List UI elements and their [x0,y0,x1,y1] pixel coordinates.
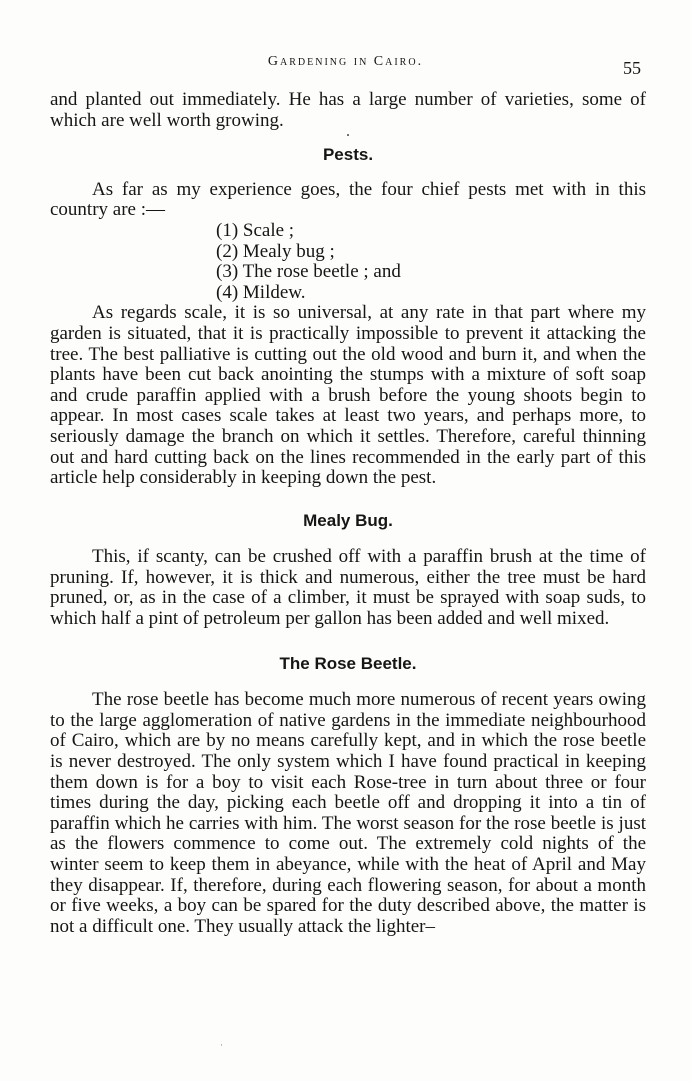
separator-mark: • [346,131,350,141]
list-number: (2) [216,240,239,262]
pests-body: As regards scale, it is so universal, at any rate in that part where my garden is situated, that it is practically impossible to prevent it attacking the tree. The best palliative is cutting out the old wood and burn it, and when the plants have been cut back anointing the stumps with a mixture of soft soap and crude paraffin applied with a brush before the young shoots begin to appear. In most cases scale takes at least two years, and perhaps more, to seriously damage the branch on which it settles. Therefore, careful thinning out and hard cutting back on the lines recommended in the early part of this article help considerably in keeping down the pest. [50,302,646,489]
list-item [216,221,646,242]
list-number: (3) [216,261,239,283]
list-number: (1) [216,219,239,241]
pests-intro: As far as my experience goes, the four chief pests met with in this country are :— [50,178,646,221]
list-text: Mildew. [242,281,306,303]
list-item [216,262,646,283]
list-text: The rose beetle ; and [242,261,401,283]
mealy-bug-body: This, if scanty, can be crushed off with a paraffin brush at the time of pruning. If, however, it is thick and numerous, either the tree must be hard pruned, or, as in the case of a climber, it must be sprayed with soap suds, to which half a pint of petroleum per gallon has been added and well mixed. [50,546,646,630]
heading-mealy-bug: Mealy Bug. [303,510,393,530]
page-number: 55 [623,58,641,78]
list-item [216,283,646,304]
opening-paragraph: and planted out immediately. He has a large number of varieties, some of which are well worth growing. [50,89,646,131]
stray-mark: · [220,1040,223,1050]
running-title: Gardening in Cairo. [267,54,424,69]
heading-pests: Pests. [322,145,374,165]
pest-list [216,221,646,303]
list-text: Mealy bug ; [242,240,335,262]
rose-beetle-body: The rose beetle has become much more numerous of recent years owing to the large agglomeration of native gardens in the immediate neighbourhood of Cairo, which are by no means carefully kept, and in which the rose beetle is never destroyed. The only system which I have found practical in keeping them down is for a boy to visit each Rose-tree in turn about three or four times during the day, picking each beetle off and dropping it into a tin of paraffin which he carries with him. The worst season for the rose beetle is just as the flowers commence to come out. The extremely cold nights of the winter seem to keep them in abeyance, while with the heat of April and May they disappear. If, therefore, during each flowering season, for about a month or five weeks, a boy can be spared for the duty described above, the matter is not a difficult one. They usually attack the lighter– [50,689,646,937]
page-body [50,90,646,937]
heading-rose-beetle: The Rose Beetle. [279,653,417,673]
list-number: (4) [216,281,239,303]
list-text: Scale ; [242,219,295,241]
list-item [216,242,646,263]
